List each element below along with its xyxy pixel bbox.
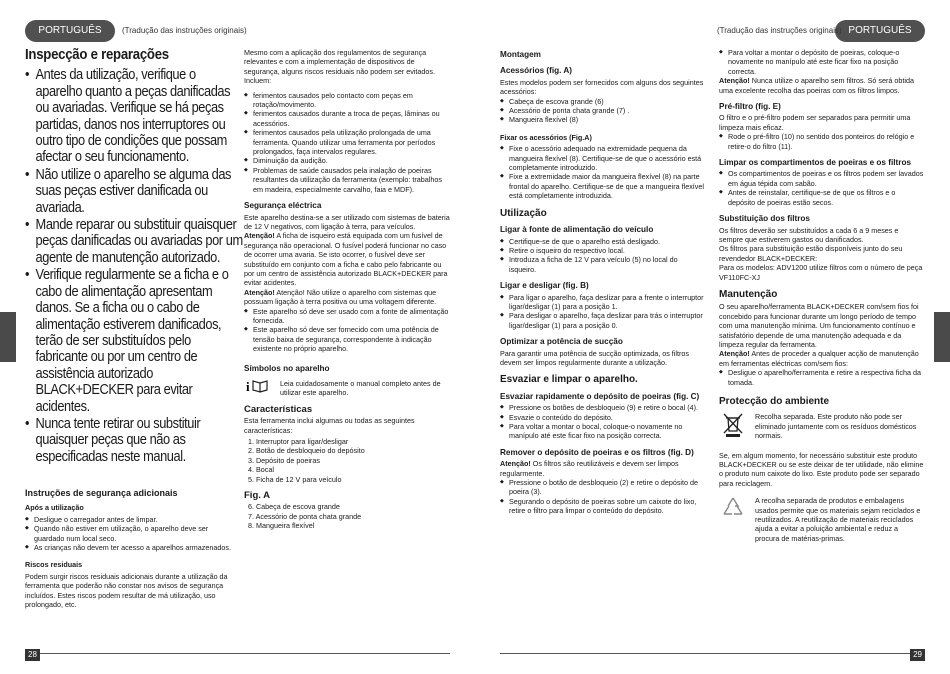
fig-a-title: Fig. A bbox=[244, 490, 271, 502]
list-item: 6. Cabeça de escova grande bbox=[248, 502, 340, 512]
accessories-list bbox=[500, 97, 705, 125]
list-item: 5. Ficha de 12 V para veículo bbox=[248, 474, 342, 484]
replace-filters-p2: Os filtros para substituição estão disponíveis junto do seu revendedor BLACK+DECKER: bbox=[719, 244, 903, 263]
list-item: ◆ ferimentos causados durante a troca de peças, lâminas ou acessórios. bbox=[244, 109, 452, 128]
remove-container-note: Atenção! Os filtros são reutilizáveis e devem ser limpos regularmente. bbox=[500, 459, 679, 478]
list-item: ◆ Problemas de saúde causados pela inalação de poeiras resultantes da utilização da ferramenta (exemplo: trabalhos em madeira, especialmente carvalho, faia e MDF). bbox=[244, 166, 452, 194]
use-title: Utilização bbox=[500, 207, 547, 219]
translation-note: (Tradução das instruções originais) bbox=[122, 26, 247, 35]
inspection-title: Inspecção e reparações bbox=[25, 46, 169, 63]
quick-empty-title: Esvaziar rapidamente o depósito de poeiras (fig. C) bbox=[500, 391, 700, 401]
recycle-icon bbox=[719, 496, 747, 520]
list-item: ◆ Mangueira flexível (8) bbox=[500, 115, 705, 124]
list-item: ◆ Pressione o botão de desbloqueio (2) e retire o depósito de poeira (3). bbox=[500, 478, 705, 497]
fix-accessories-list bbox=[500, 144, 705, 200]
empty-clean-title: Esvaziar e limpar o aparelho. bbox=[500, 374, 638, 386]
list-item: ◆ Fixe o acessório adequado na extremidade pequena da mangueira flexível (8). Certifique-se de que o acessório está completamente introduzido. bbox=[500, 144, 705, 172]
symbol-text: Leia cuidadosamente o manual completo antes de utilizar este aparelho. bbox=[280, 379, 441, 398]
inspection-item: • Nunca tente retirar ou substituir quaisquer peças que não as especificadas neste manual. bbox=[25, 416, 245, 465]
footer-rule bbox=[500, 653, 925, 654]
read-manual-icon bbox=[244, 379, 272, 393]
replace-filters-p3: Para os modelos: ADV1200 utilize filtros com o número de peça VF110FC-XJ bbox=[719, 263, 923, 282]
list-item: 7. Acessório de ponta chata grande bbox=[248, 511, 362, 521]
replace-filters-title: Substituição dos filtros bbox=[719, 214, 810, 224]
list-item: ◆ Este aparelho só deve ser usado com a fonte de alimentação fornecida. bbox=[244, 307, 452, 326]
side-tab bbox=[934, 312, 950, 362]
electrical-p1: Este aparelho destina-se a ser utilizado com sistemas de bateria de 12 V negativos, com ligação à terra, para veículos. bbox=[244, 212, 450, 231]
symbols-title: Símbolos no aparelho bbox=[244, 363, 330, 373]
right-page bbox=[475, 0, 950, 674]
residual-risks-text: Podem surgir riscos residuais adicionais durante a utilização da ferramenta que poderão não constar nos avisos de segurança incluídos. Estes riscos podem resultar de má utilização, uso prolongado, etc. bbox=[25, 571, 228, 610]
optimize-suction-text: Para garantir uma potência de sucção optimizada, os filtros devem ser limpos regularmente durante a utilização. bbox=[500, 348, 689, 367]
environment-text: Se, em algum momento, for necessário substituir este produto BLACK+DECKER ou se este deixar de ter utilidade, não elimine o produto num caixote do lixo. Este produto pode ser separado para reciclagem. bbox=[719, 450, 924, 488]
electrical-safety-title: Segurança eléctrica bbox=[244, 201, 322, 211]
recycle-row bbox=[719, 496, 924, 543]
column-assembly-use bbox=[500, 50, 705, 516]
pre-filter-list bbox=[719, 132, 924, 151]
remove-container-title: Remover o depósito de poeiras e os filtros (fig. D) bbox=[500, 447, 694, 457]
inspection-item: • Mande reparar ou substituir quaisquer peças danificadas ou avariadas por um agente de manutenção autorizado. bbox=[25, 217, 245, 266]
crossed-bin-icon bbox=[719, 412, 747, 438]
electrical-p2: Atenção! A ficha de isqueiro está equipada com um fusível de segurança não operacional. O fusível poderá funcionar no caso de ocorrer uma avaria. Se isto ocorrer, o fusível deve ser substituído em conjunto com a ficha e cabo pelo fabricante ou por um centro de assistência autorizado BLACK+DECKER para evitar acidentes. bbox=[244, 231, 448, 288]
maintenance-title: Manutenção bbox=[719, 288, 778, 300]
translation-note: (Tradução das instruções originais) bbox=[717, 26, 842, 35]
accessories-intro: Estes modelos podem ser fornecidos com alguns dos seguintes acessórios: bbox=[500, 77, 704, 97]
list-item: ◆ Pressione os botões de desbloqueio (9) e retire o bocal (4). bbox=[500, 403, 705, 412]
environment-title: Protecção do ambiente bbox=[719, 396, 830, 407]
residual-intro: Mesmo com a aplicação dos regulamentos de segurança relevantes e com a implementação de dispositivos de segurança, alguns riscos residuais não podem ser evitados. Incluem: bbox=[244, 48, 435, 86]
language-badge: PORTUGUÊS bbox=[835, 20, 925, 42]
column-safety bbox=[244, 48, 452, 531]
electrical-p3: Atenção! Atenção! Não utilize o aparelho com sistemas que possuam ligação à terra positiva ou uma voltagem diferente. bbox=[244, 287, 437, 307]
fix-accessories-title: Fixar os acessórios (Fig.A) bbox=[500, 132, 592, 142]
after-use-list bbox=[25, 515, 235, 553]
inspection-item: • Antes da utilização, verifique o aparelho quanto a peças danificadas ou avariadas. Verifique se há peças partidas, danos nos interruptores ou outro tipo de condições que possam afectar o seu funcionamento. bbox=[25, 67, 245, 165]
accessories-title: Acessórios (fig. A) bbox=[500, 66, 573, 76]
clean-filters-title: Limpar os compartimentos de poeiras e os filtros bbox=[719, 158, 911, 168]
fig-a-list bbox=[244, 502, 452, 530]
features-title: Características bbox=[244, 403, 313, 415]
list-item: ◆ Desligue o aparelho/ferramenta e retire a respectiva ficha da tomada. bbox=[719, 368, 924, 387]
maintenance-note: Atenção! Antes de proceder a qualquer acção de manutenção em ferramentas eléctricas com/sem fios: bbox=[719, 349, 919, 368]
list-item: ◆ Para voltar a montar o bocal, coloque-o novamente no manípulo até este ficar fixo na posição correcta. bbox=[500, 422, 705, 441]
list-item: ◆ Diminuição da audição. bbox=[244, 156, 452, 165]
list-item: ◆ Os compartimentos de poeiras e os filtros podem ser lavados em água tépida com sabão. bbox=[719, 169, 924, 188]
remove-container-list bbox=[500, 478, 705, 516]
connect-power-list bbox=[500, 237, 705, 275]
list-item: ◆ Fixe a extremidade maior da mangueira flexível (8) na parte frontal do aparelho. Certifique-se de que a mangueira flexível está completamente introduzida. bbox=[500, 172, 705, 200]
replace-filters-p1: Os filtros deverão ser substituídos a cada 6 a 9 meses e sempre que estiverem gastos ou danificados. bbox=[719, 225, 899, 244]
list-item: ◆ Desligue o carregador antes de limpar. bbox=[25, 515, 235, 524]
list-item: ◆ Certifique-se de que o aparelho está desligado. bbox=[500, 237, 705, 246]
list-item: ◆ Rode o pré-filtro (10) no sentido dos ponteiros do relógio e retire-o do filtro (11). bbox=[719, 132, 924, 151]
symbol-row bbox=[244, 379, 452, 398]
list-item: ◆ Antes de reinstalar, certifique-se de que os filtros e o depósito de poeiras estão secos. bbox=[719, 188, 924, 207]
column-filters-maintenance bbox=[719, 48, 924, 549]
column-inspection bbox=[25, 46, 243, 466]
list-item: 8. Mangueira flexível bbox=[248, 521, 315, 531]
pre-filter-text: O filtro e o pré-filtro podem ser separados para permitir uma limpeza mais eficaz. bbox=[719, 113, 911, 132]
optimize-suction-title: Optimizar a potência de sucção bbox=[500, 337, 623, 347]
list-item: ◆ Para desligar o aparelho, faça deslizar para trás o interruptor ligar/desligar (1) para a posição 0. bbox=[500, 311, 705, 330]
list-item: ◆ Retire o isqueiro do respectivo local. bbox=[500, 246, 705, 255]
connect-power-title: Ligar à fonte de alimentação do veículo bbox=[500, 225, 654, 235]
recycle-text: A recolha separada de produtos e embalagens usados permite que os materiais sejam reciclados e reutilizados. A reutilização de materiais reciclados ajuda a evitar a poluição ambiental e reduz a procura de matérias-primas. bbox=[755, 496, 921, 543]
list-item: ◆ Segurando o depósito de poeiras sobre um caixote do lixo, retire o filtro para limpar o conteúdo do depósito. bbox=[500, 497, 705, 516]
list-item: ◆ ferimentos causados pela utilização prolongada de uma ferramenta. Quando utilizar uma ferramenta por períodos prolongados, faça intervalos regulares. bbox=[244, 128, 452, 156]
list-item: ◆ Cabeça de escova grande (6) bbox=[500, 97, 705, 106]
inspection-item: • Verifique regularmente se a ficha e o cabo de alimentação apresentam danos. Se a ficha ou o cabo de alimentação estiverem danificados, terão de ser substituídos pelo fabricante ou por um centro de assistência autorizado BLACK+DECKER para evitar acidentes. bbox=[25, 267, 245, 415]
list-item: 3. Depósito de poeiras bbox=[248, 455, 320, 465]
list-item: ◆ ferimentos causados pelo contacto com peças em rotação/movimento. bbox=[244, 91, 452, 110]
list-item: ◆ Quando não estiver em utilização, o aparelho deve ser guardado num local seco. bbox=[25, 524, 235, 543]
svg-text:i: i bbox=[246, 379, 250, 393]
inspection-list bbox=[25, 67, 245, 465]
list-item: ◆ Introduza a ficha de 12 V para veículo (5) no local do isqueiro. bbox=[500, 255, 705, 274]
list-item: ◆ Este aparelho só deve ser fornecido com uma potência de tensão baixa de segurança, correspondente à indicação existente no próprio aparelho. bbox=[244, 325, 452, 353]
risks-list bbox=[244, 91, 452, 194]
quick-empty-list bbox=[500, 403, 705, 441]
additional-safety-title: Instruções de segurança adicionais bbox=[25, 488, 178, 498]
on-off-title: Ligar e desligar (fig. B) bbox=[500, 281, 589, 291]
language-badge: PORTUGUÊS bbox=[25, 20, 115, 42]
list-item: ◆ Esvazie o conteúdo do depósito. bbox=[500, 413, 705, 422]
list-item: 1. Interruptor para ligar/desligar bbox=[248, 437, 349, 447]
list-item: ◆ Para ligar o aparelho, faça deslizar para a frente o interruptor ligar/desligar (1) para a posição 1. bbox=[500, 293, 705, 312]
electrical-list bbox=[244, 307, 452, 354]
refit-note: Atenção! Nunca utilize o aparelho sem filtros. Só será obtida uma excelente recolha das poeiras com os filtros limpos. bbox=[719, 76, 914, 95]
page-number: 29 bbox=[910, 649, 925, 661]
refit-list bbox=[719, 48, 924, 76]
page-number: 28 bbox=[25, 649, 40, 661]
list-item: 4. Bocal bbox=[248, 465, 274, 475]
list-item: ◆ As crianças não devem ter acesso a aparelhos armazenados. bbox=[25, 543, 235, 552]
inspection-item: • Não utilize o aparelho se alguma das suas peças estiver danificada ou avariada. bbox=[25, 167, 245, 216]
clean-filters-list bbox=[719, 169, 924, 207]
footer-rule bbox=[25, 653, 450, 654]
maintenance-list bbox=[719, 368, 924, 387]
weee-row bbox=[719, 412, 924, 440]
features-intro: Esta ferramenta inclui algumas ou todas as seguintes características: bbox=[244, 416, 415, 435]
weee-text: Recolha separada. Este produto não pode ser eliminado juntamente com os resíduos domésticos normais. bbox=[755, 412, 917, 441]
list-item: ◆ Acessório de ponta chata grande (7) . bbox=[500, 106, 705, 115]
side-tab bbox=[0, 312, 16, 362]
residual-risks-title: Riscos residuais bbox=[25, 560, 83, 570]
on-off-list bbox=[500, 293, 705, 331]
list-item: ◆ Para voltar a montar o depósito de poeiras, coloque-o novamente no manípulo até este ficar fixo na posição correcta. bbox=[719, 48, 924, 76]
assembly-title: Montagem bbox=[500, 50, 541, 59]
after-use-title: Após a utilização bbox=[25, 503, 84, 513]
features-list bbox=[244, 437, 452, 484]
column-additional-safety bbox=[25, 482, 235, 614]
maintenance-text: O seu aparelho/ferramenta BLACK+DECKER com/sem fios foi concebido para funcionar durante um longo período de tempo com uma manutenção mínima. Um funcionamento contínuo e satisfatório depende de uma manutenção adequada e da limpeza regular da ferramenta. bbox=[719, 302, 919, 349]
pre-filter-title: Pré-filtro (fig. E) bbox=[719, 102, 781, 112]
list-item: 2. Botão de desbloqueio do depósito bbox=[248, 446, 365, 456]
